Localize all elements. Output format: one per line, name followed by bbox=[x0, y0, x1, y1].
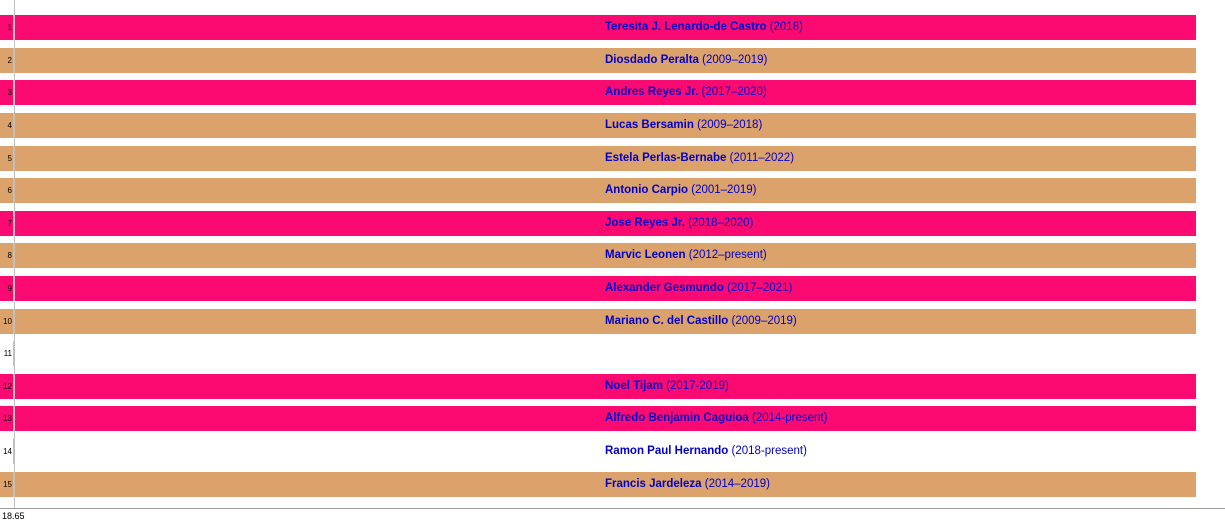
table-row[interactable] bbox=[0, 472, 1196, 497]
justice-term: (2014–2019) bbox=[704, 478, 770, 490]
justice-entry-cell[interactable] bbox=[605, 309, 797, 334]
justice-term: (2001–2019) bbox=[691, 184, 757, 196]
table-row[interactable] bbox=[0, 439, 1196, 464]
justice-name: Alexander Gesmundo bbox=[605, 282, 724, 294]
justice-entry-cell[interactable] bbox=[605, 243, 767, 268]
justice-term: (2014-present) bbox=[751, 412, 828, 424]
justice-name: Diosdado Peralta bbox=[605, 54, 699, 66]
table-row[interactable] bbox=[0, 276, 1196, 301]
justice-name: Teresita J. Lenardo-de Castro bbox=[605, 21, 767, 33]
table-row[interactable] bbox=[0, 15, 1196, 40]
justice-term: (2009–2019) bbox=[702, 54, 768, 66]
row-number[interactable]: 10 bbox=[0, 309, 14, 334]
justice-name: Marvic Leonen bbox=[605, 249, 686, 261]
row-number[interactable]: 13 bbox=[0, 406, 14, 431]
justice-term: (2018–2020) bbox=[688, 217, 754, 229]
table-row[interactable] bbox=[0, 211, 1196, 236]
justice-entry-cell[interactable] bbox=[605, 15, 803, 40]
justice-name: Ramon Paul Hernando bbox=[605, 445, 729, 457]
table-row[interactable] bbox=[0, 48, 1196, 73]
table-row[interactable] bbox=[0, 243, 1196, 268]
justice-entry-cell[interactable] bbox=[605, 276, 792, 301]
table-row[interactable] bbox=[0, 406, 1196, 431]
status-bar-value: 18.65 bbox=[2, 511, 25, 521]
justice-term: (2017-2019) bbox=[666, 380, 729, 392]
justice-entry-cell[interactable] bbox=[605, 406, 827, 431]
justice-term: (2012–present) bbox=[688, 249, 767, 261]
justice-entry-cell[interactable] bbox=[605, 374, 729, 399]
row-number[interactable]: 2 bbox=[0, 48, 14, 73]
status-bar bbox=[0, 508, 1225, 525]
justice-term: (2017–2021) bbox=[727, 282, 793, 294]
row-number[interactable]: 15 bbox=[0, 472, 14, 497]
justice-entry-cell[interactable] bbox=[605, 113, 762, 138]
table-row[interactable] bbox=[0, 146, 1196, 171]
justice-term: (2009–2019) bbox=[731, 315, 797, 327]
justice-name: Noel Tijam bbox=[605, 380, 663, 392]
justice-entry-cell[interactable] bbox=[605, 211, 753, 236]
table-row[interactable] bbox=[0, 374, 1196, 399]
justice-name: Antonio Carpio bbox=[605, 184, 689, 196]
row-number[interactable]: 6 bbox=[0, 178, 14, 203]
justice-term: (2009–2018) bbox=[697, 119, 763, 131]
justice-entry-cell[interactable] bbox=[605, 80, 767, 105]
justice-entry-cell[interactable] bbox=[605, 178, 756, 203]
row-number[interactable]: 4 bbox=[0, 113, 14, 138]
justice-name: Jose Reyes Jr. bbox=[605, 217, 685, 229]
row-number[interactable]: 1 bbox=[0, 15, 14, 40]
row-number[interactable]: 8 bbox=[0, 243, 14, 268]
justice-term: (2011–2022) bbox=[729, 152, 795, 164]
table-row[interactable] bbox=[0, 113, 1196, 138]
justice-name: Estela Perlas-Bernabe bbox=[605, 152, 727, 164]
justice-entry-cell[interactable] bbox=[605, 472, 770, 497]
row-number[interactable]: 3 bbox=[0, 80, 14, 105]
row-number[interactable]: 7 bbox=[0, 211, 14, 236]
justice-name: Andres Reyes Jr. bbox=[605, 86, 699, 98]
row-number[interactable]: 14 bbox=[0, 439, 14, 464]
justice-term: (2017–2020) bbox=[701, 86, 767, 98]
justice-name: Francis Jardeleza bbox=[605, 478, 702, 490]
justice-term: (2018) bbox=[769, 21, 803, 33]
row-number[interactable]: 11 bbox=[0, 341, 14, 366]
justice-name: Alfredo Benjamin Caguioa bbox=[605, 412, 749, 424]
table-row[interactable] bbox=[0, 80, 1196, 105]
justice-name: Mariano C. del Castillo bbox=[605, 315, 729, 327]
justice-name: Lucas Bersamin bbox=[605, 119, 694, 131]
justice-entry-cell[interactable] bbox=[605, 48, 767, 73]
table-row[interactable] bbox=[0, 309, 1196, 334]
row-number[interactable]: 12 bbox=[0, 374, 14, 399]
row-number[interactable]: 5 bbox=[0, 146, 14, 171]
justice-term: (2018-present) bbox=[731, 445, 807, 457]
justice-entry-cell[interactable] bbox=[605, 146, 794, 171]
row-number[interactable]: 9 bbox=[0, 276, 14, 301]
justice-entry-cell[interactable] bbox=[605, 439, 807, 464]
table-row[interactable] bbox=[0, 341, 1196, 366]
table-row[interactable] bbox=[0, 178, 1196, 203]
